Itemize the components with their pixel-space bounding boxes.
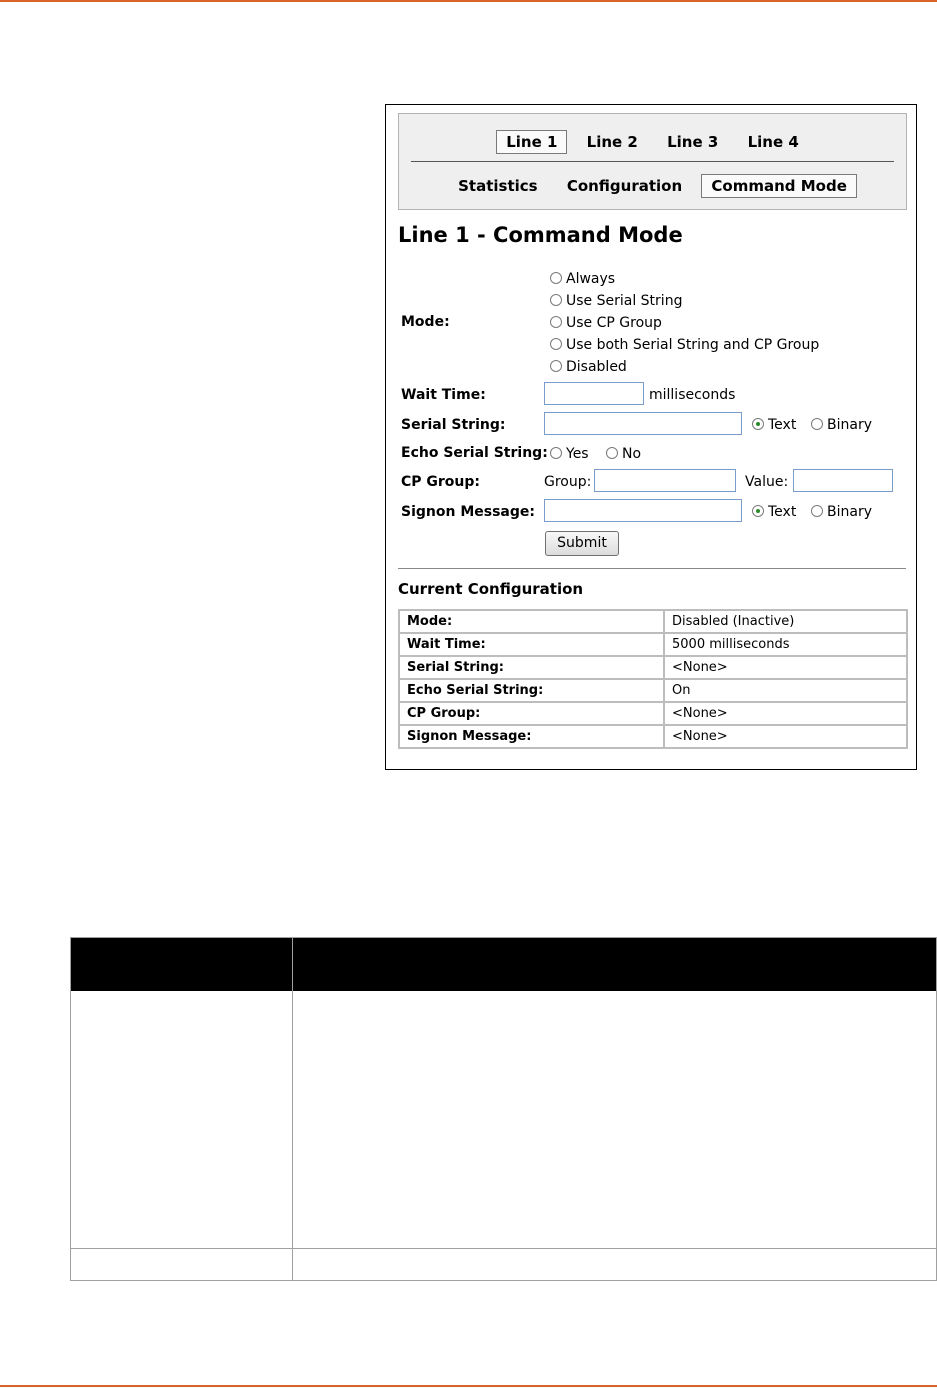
submit-button[interactable]: Submit: [545, 531, 619, 556]
config-value: <None>: [664, 656, 907, 679]
cp-group-sublabel: Group:: [544, 474, 592, 490]
config-value: <None>: [664, 702, 907, 725]
tab-command-mode[interactable]: Command Mode: [701, 174, 856, 198]
mode-option-always[interactable]: [550, 271, 615, 287]
option-label: Yes: [566, 446, 589, 462]
mode-option-disabled[interactable]: [550, 359, 627, 375]
tab-line-1[interactable]: Line 1: [496, 130, 567, 154]
option-label: Binary: [827, 504, 872, 520]
echo-yes-option[interactable]: [550, 446, 589, 462]
wait-time-input[interactable]: [544, 382, 644, 405]
table-row: [399, 633, 907, 656]
config-value: On: [664, 679, 907, 702]
signon-binary-option[interactable]: [811, 504, 872, 520]
section-divider: [398, 568, 906, 569]
cp-group-input[interactable]: [594, 469, 736, 492]
tab-line-4[interactable]: Line 4: [747, 133, 799, 151]
mode-option-both[interactable]: [550, 337, 819, 353]
radio-icon[interactable]: [550, 294, 562, 306]
config-key: Echo Serial String:: [399, 679, 664, 702]
radio-icon[interactable]: [550, 316, 562, 328]
line-nav: [398, 113, 907, 210]
signon-message-label: Signon Message:: [401, 504, 535, 520]
cp-group-label: CP Group:: [401, 474, 481, 490]
table-row: [399, 725, 907, 748]
option-label: No: [622, 446, 642, 462]
mode-option-serial-string[interactable]: [550, 293, 682, 309]
section-tabs: [399, 174, 906, 198]
option-label: Text: [768, 504, 797, 520]
row-divider: [71, 1248, 936, 1249]
config-key: Mode:: [399, 610, 664, 633]
tab-statistics[interactable]: Statistics: [458, 177, 538, 195]
top-rule: [0, 0, 937, 2]
nav-divider: [411, 161, 894, 162]
serial-text-option[interactable]: [752, 417, 796, 433]
config-key: Serial String:: [399, 656, 664, 679]
config-key: Wait Time:: [399, 633, 664, 656]
serial-string-input[interactable]: [544, 412, 742, 435]
table-row: [399, 679, 907, 702]
echo-no-option[interactable]: [606, 446, 641, 462]
option-label: Disabled: [566, 359, 627, 375]
cp-value-sublabel: Value:: [745, 474, 789, 490]
line-tabs: [399, 130, 906, 154]
tab-line-3[interactable]: Line 3: [667, 133, 719, 151]
mode-label: Mode:: [401, 314, 450, 330]
config-key: Signon Message:: [399, 725, 664, 748]
radio-icon[interactable]: [752, 418, 764, 430]
radio-icon[interactable]: [752, 505, 764, 517]
mode-option-cp-group[interactable]: [550, 315, 662, 331]
bottom-rule: [0, 1385, 937, 1387]
settings-description-table: [70, 937, 937, 1281]
page-title: Line 1 - Command Mode: [398, 223, 683, 247]
radio-icon[interactable]: [811, 505, 823, 517]
current-config-table: [398, 609, 908, 749]
signon-text-option[interactable]: [752, 504, 796, 520]
config-value: Disabled (Inactive): [664, 610, 907, 633]
option-label: Always: [566, 271, 616, 287]
radio-icon[interactable]: [811, 418, 823, 430]
tab-configuration[interactable]: Configuration: [566, 177, 683, 195]
serial-binary-option[interactable]: [811, 417, 872, 433]
table-row: [399, 656, 907, 679]
radio-icon[interactable]: [550, 272, 562, 284]
radio-icon[interactable]: [550, 360, 562, 372]
command-mode-screenshot: [385, 104, 917, 770]
echo-serial-label: Echo Serial String:: [401, 445, 548, 461]
option-label: Use both Serial String and CP Group: [566, 337, 820, 353]
table-row: [399, 610, 907, 633]
radio-icon[interactable]: [550, 447, 562, 459]
option-label: Text: [768, 417, 797, 433]
table-header: [71, 938, 936, 991]
option-label: Binary: [827, 417, 872, 433]
current-config-title: Current Configuration: [398, 580, 584, 598]
signon-message-input[interactable]: [544, 499, 742, 522]
wait-time-unit: milliseconds: [649, 387, 736, 403]
config-key: CP Group:: [399, 702, 664, 725]
table-row: [399, 702, 907, 725]
radio-icon[interactable]: [606, 447, 618, 459]
cp-value-input[interactable]: [793, 469, 893, 492]
radio-icon[interactable]: [550, 338, 562, 350]
option-label: Use Serial String: [566, 293, 683, 309]
option-label: Use CP Group: [566, 315, 662, 331]
config-value: <None>: [664, 725, 907, 748]
config-value: 5000 milliseconds: [664, 633, 907, 656]
column-divider: [292, 938, 293, 1280]
serial-string-label: Serial String:: [401, 417, 506, 433]
tab-line-2[interactable]: Line 2: [586, 133, 638, 151]
wait-time-label: Wait Time:: [401, 387, 486, 403]
